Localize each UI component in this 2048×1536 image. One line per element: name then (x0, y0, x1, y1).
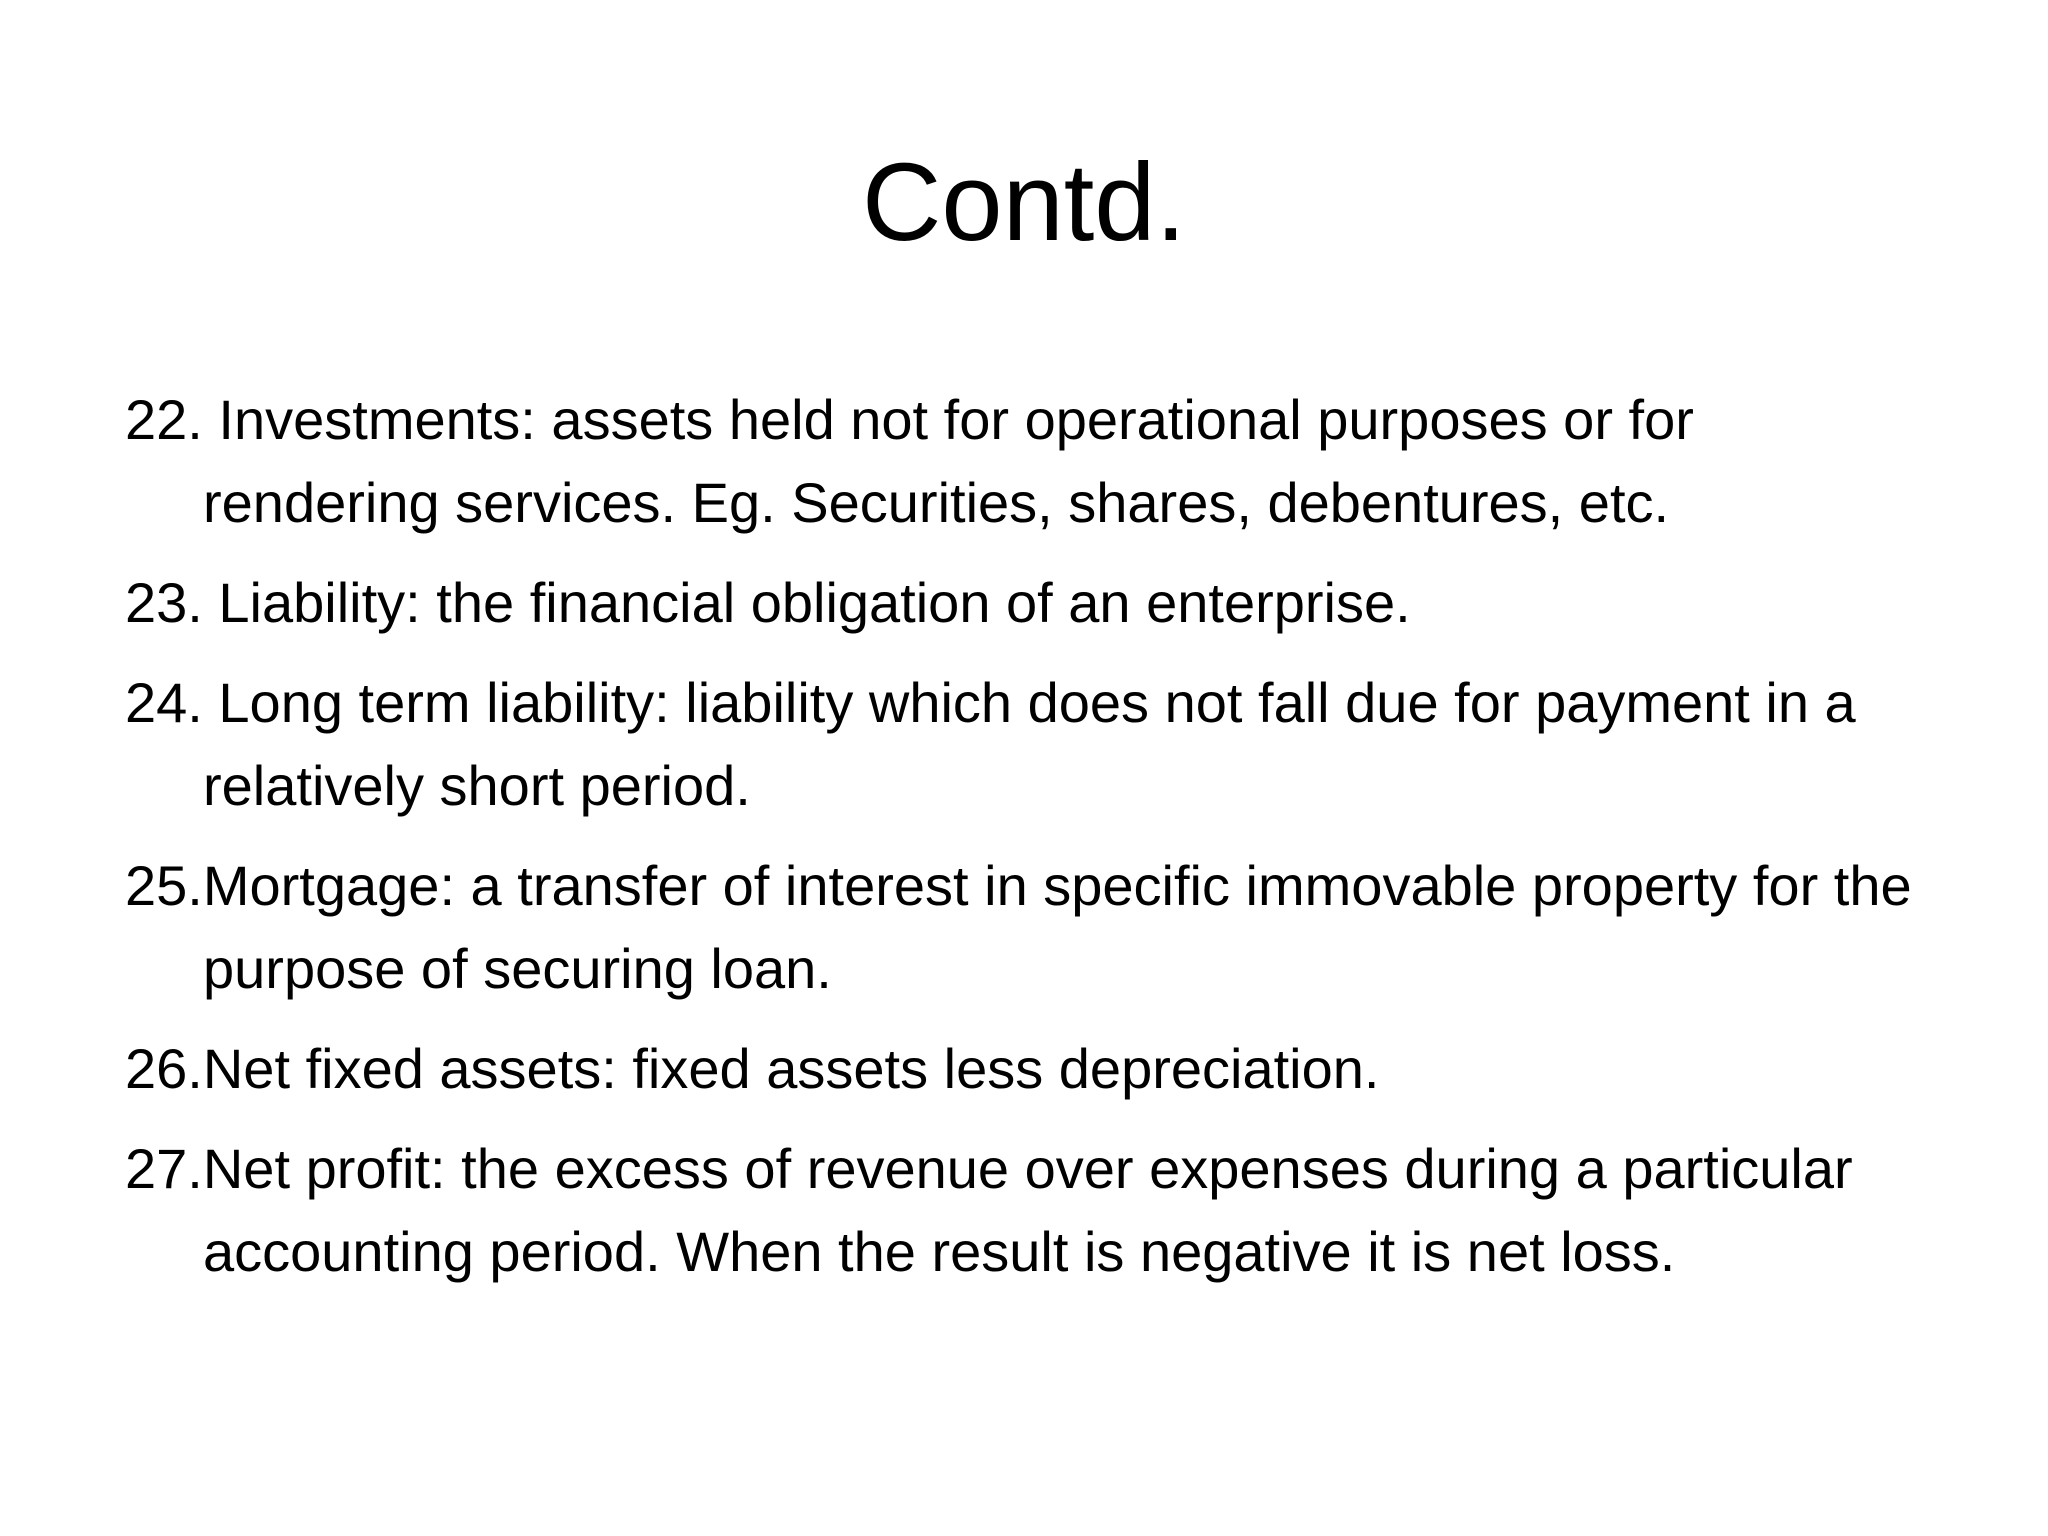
item-text: Long term liability: liability which does not fall due for payment in a relatively short period. (203, 671, 1856, 817)
item-number: 24. (125, 671, 219, 734)
slide-title: Contd. (861, 141, 1187, 264)
item-text: Net fixed assets: fixed assets less depreciation. (202, 1037, 1380, 1100)
item-number: 27. (125, 1137, 203, 1200)
list-item (125, 378, 1925, 544)
list-item (125, 561, 1925, 644)
item-text: Investments: assets held not for operational purposes or for rendering services. Eg. Securities, shares, debentures, etc. (203, 388, 1694, 534)
list-item (125, 661, 1925, 827)
item-text: Mortgage: a transfer of interest in specific immovable property for the purpose of securing loan. (202, 854, 1912, 1000)
list-item (125, 844, 1925, 1010)
item-text: Net profit: the excess of revenue over expenses during a particular accounting period. When the result is negative it is net loss. (202, 1137, 1853, 1283)
item-number: 23. (125, 571, 219, 634)
item-number: 26. (125, 1037, 203, 1100)
list-item (125, 1127, 1925, 1293)
item-text: Liability: the financial obligation of an enterprise. (218, 571, 1411, 634)
list-item (125, 1027, 1925, 1110)
item-number: 25. (125, 854, 203, 917)
item-number: 22. (125, 388, 219, 451)
definition-list (125, 378, 1925, 1310)
